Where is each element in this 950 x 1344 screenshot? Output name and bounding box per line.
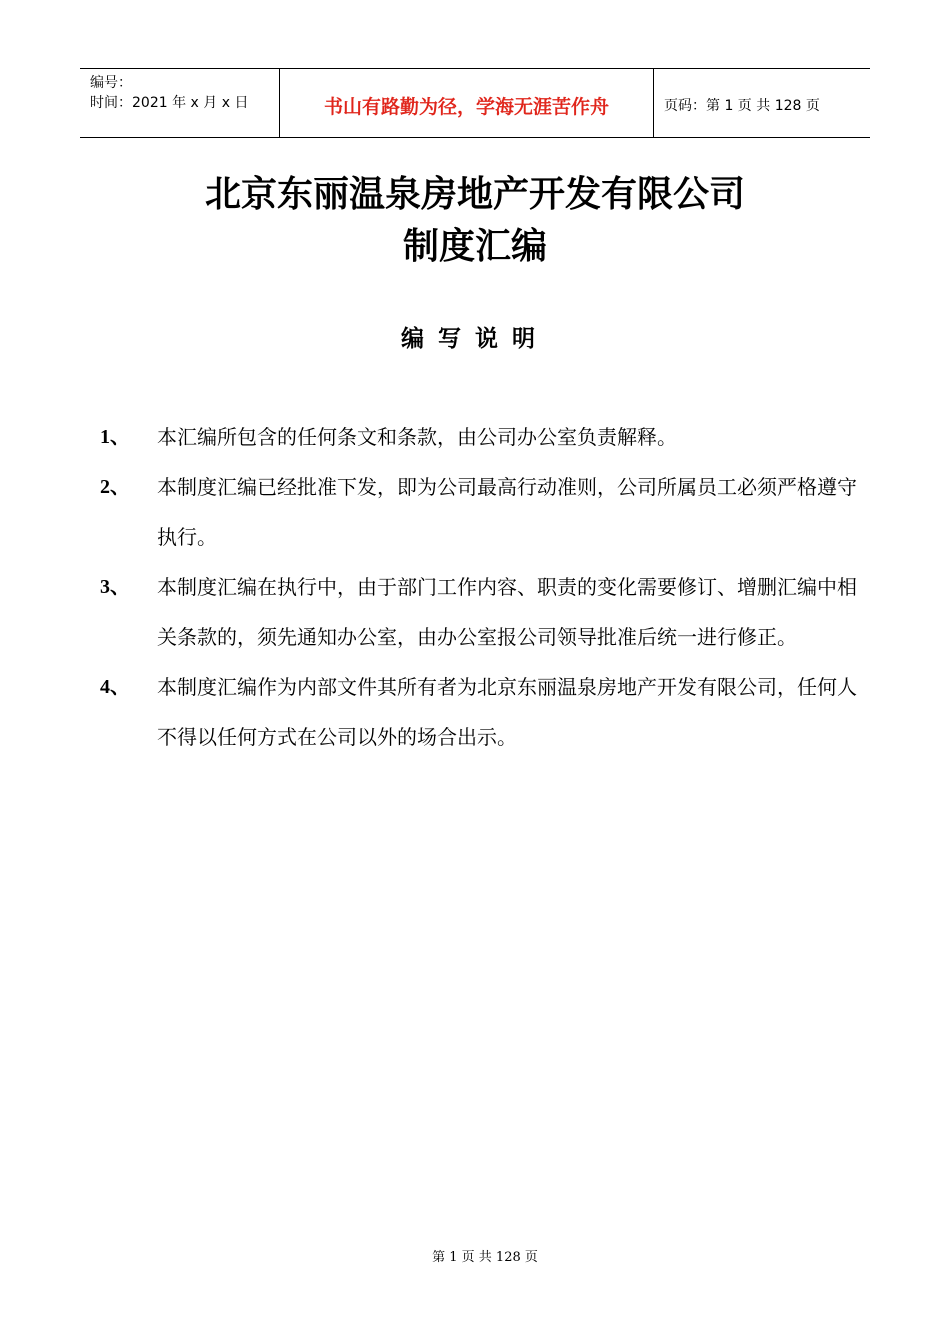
item-text: 本制度汇编在执行中，由于部门工作内容、职责的变化需要修订、增删汇编中相关条款的，须先通知办公室，由办公室报公司领导批准后统一进行修正。 xyxy=(157,575,857,649)
doc-title-line2: 制度汇编 xyxy=(402,226,547,267)
doc-time-label: 时间：2021 年 x 月 x 日 xyxy=(90,95,249,111)
item-number: 2、 xyxy=(100,476,130,498)
list-item xyxy=(100,662,870,762)
doc-number-label: 编号： xyxy=(90,75,132,91)
item-number: 3、 xyxy=(100,576,130,598)
doc-title-line1: 北京东丽温泉房地产开发有限公司 xyxy=(204,174,745,215)
header-meta xyxy=(80,69,280,137)
instruction-list xyxy=(100,412,870,762)
list-item xyxy=(100,562,870,662)
page-footer: 第 1 页 共 128 页 xyxy=(432,1250,538,1265)
item-text: 本制度汇编已经批准下发，即为公司最高行动准则，公司所属员工必须严格遵守执行。 xyxy=(157,475,857,549)
item-text: 本汇编所包含的任何条文和条款，由公司办公室负责解释。 xyxy=(157,425,677,449)
header-table xyxy=(80,68,870,138)
header-page-info: 页码：第 1 页 共 128 页 xyxy=(664,98,820,114)
item-text: 本制度汇编作为内部文件其所有者为北京东丽温泉房地产开发有限公司，任何人不得以任何方式在公司以外的场合出示。 xyxy=(157,675,857,749)
list-item xyxy=(100,412,870,462)
list-item xyxy=(100,462,870,562)
header-motto: 书山有路勤为径，学海无涯苦作舟 xyxy=(280,69,654,137)
item-number: 4、 xyxy=(100,676,130,698)
section-heading: 编写说明 xyxy=(401,326,549,352)
item-number: 1、 xyxy=(100,426,130,448)
